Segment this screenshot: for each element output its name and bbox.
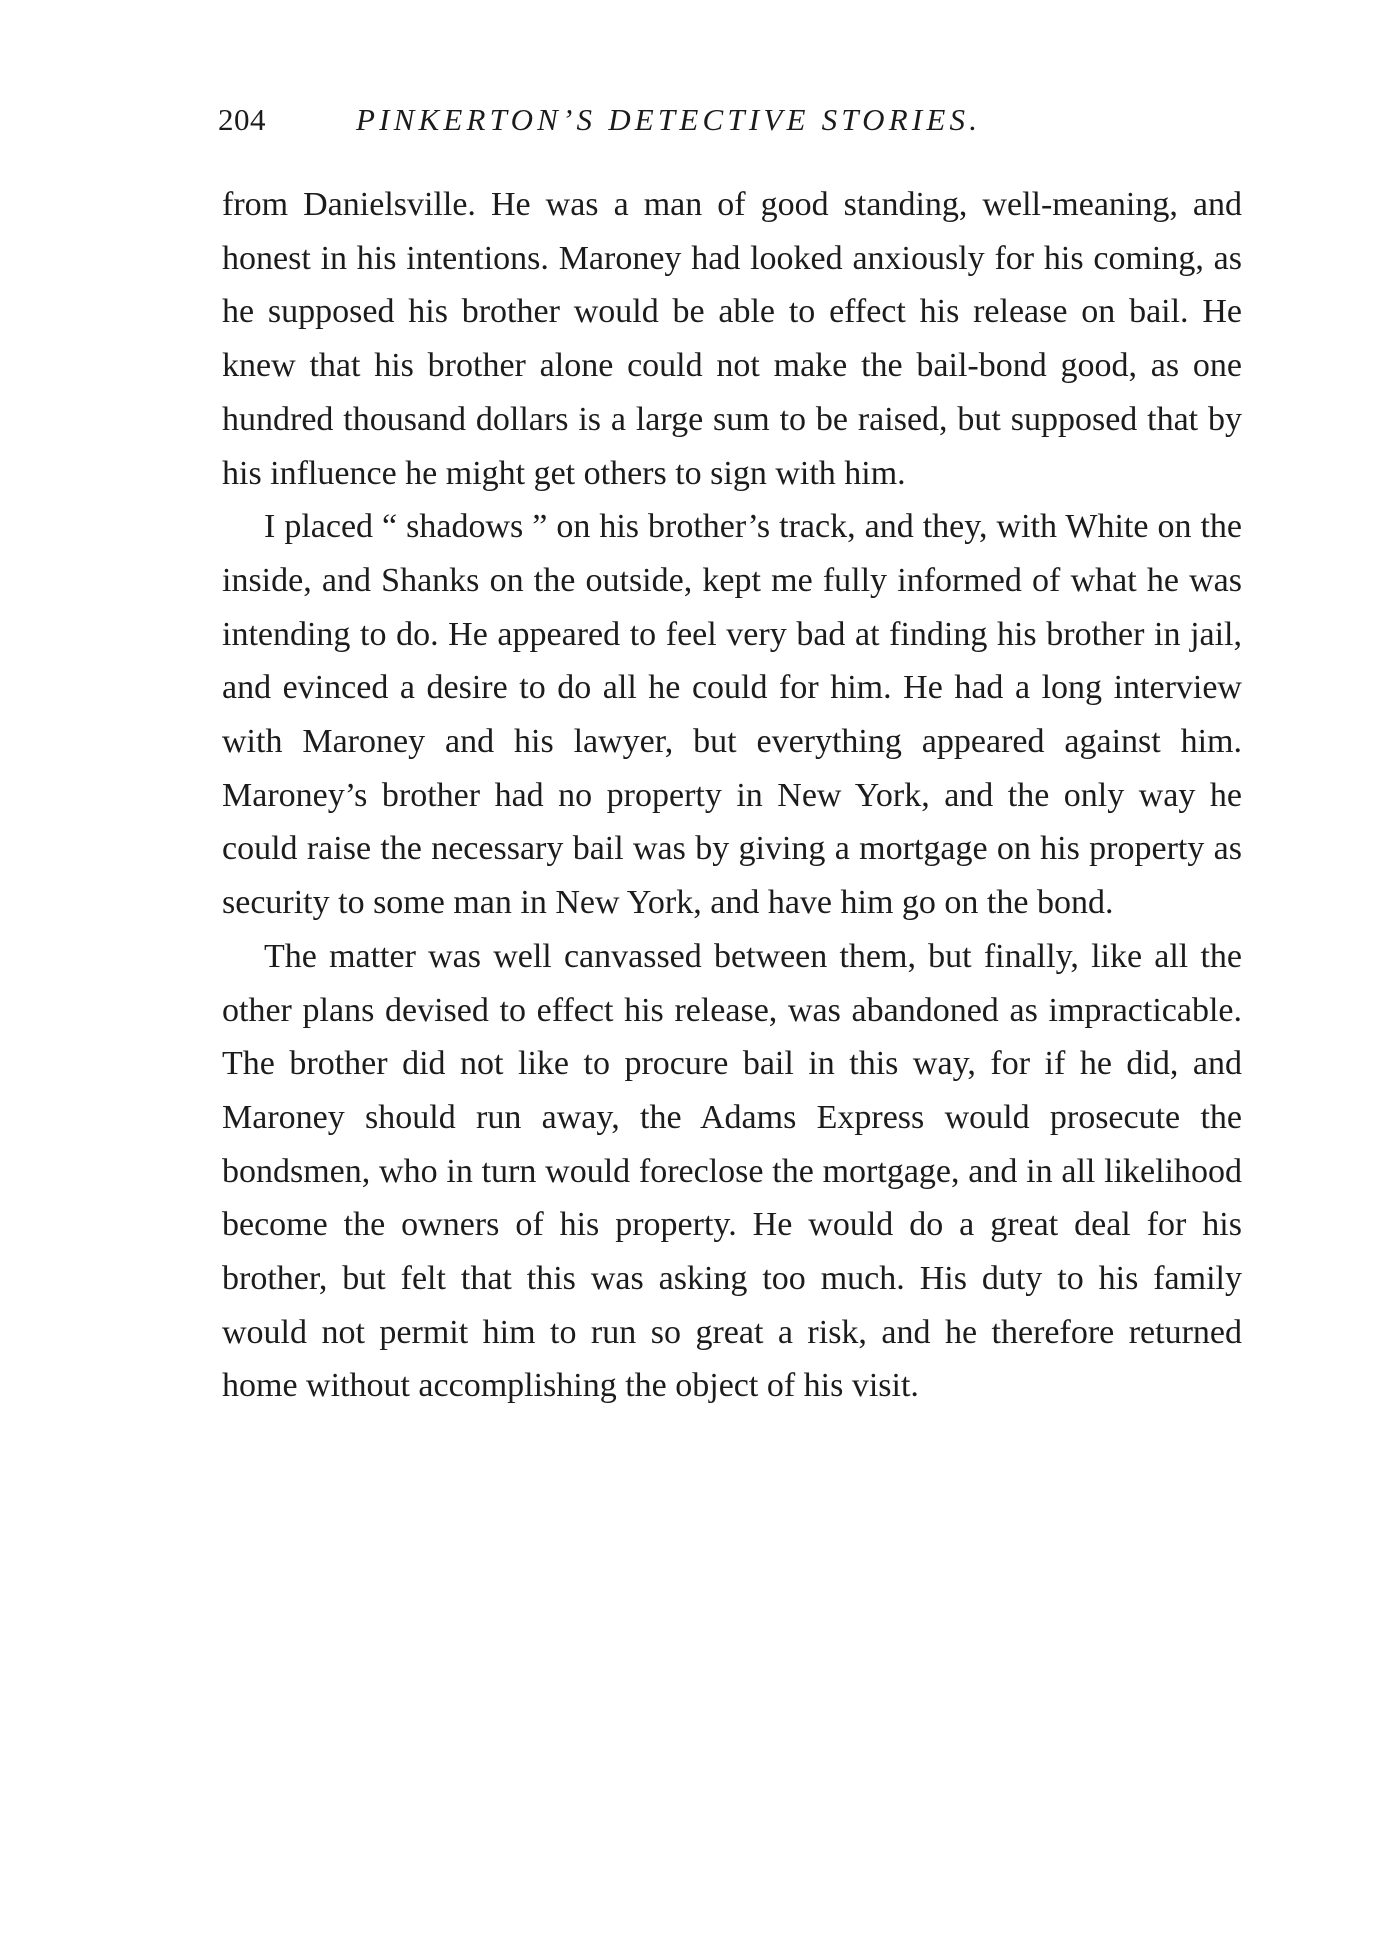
paragraph-3: The matter was well canvassed between them, but finally, like all the other plans devised to effect his release, was abandoned as impracticable. The brother did not like to procure bail in this way, for if he did, and Maroney should run away, the Adams Express would prosecute the bondsmen, who in turn would foreclose the mortgage, and in all likelihood become the owners of his property. He would do a great deal for his brother, but felt that this was asking too much. His duty to his family would not permit him to run so great a risk, and he therefore returned home without accomplishing the object of his visit. bbox=[222, 937, 1242, 1405]
page-number: 204 bbox=[218, 102, 266, 137]
paragraph-2: I placed “ shadows ” on his brother’s track, and they, with White on the inside, and Shanks on the outside, kept me fully informed of what he was intending to do. He appeared to feel very bad at finding his brother in jail, and evinced a desire to do all he could for him. He had a long interview with Maroney and his lawyer, but everything appeared against him. Maroney’s brother had no property in New York, and the only way he could raise the necessary bail was by giving a mortgage on his property as security to some man in New York, and have him go on the bond. bbox=[222, 508, 1242, 922]
running-title: PINKERTON’S DETECTIVE STORIES. bbox=[356, 102, 982, 137]
paragraph-1: from Danielsville. He was a man of good standing, well-meaning, and honest in his intentions. Maroney had looked anxiously for his coming, as he supposed his brother would be able to effect his release on bail. He knew that his brother alone could not make the bail-bond good, as one hundred thousand dollars is a large sum to be raised, but supposed that by his influence he might get others to sign with him. bbox=[222, 186, 1242, 492]
body-text bbox=[222, 178, 1242, 1413]
page-header bbox=[218, 102, 1242, 162]
